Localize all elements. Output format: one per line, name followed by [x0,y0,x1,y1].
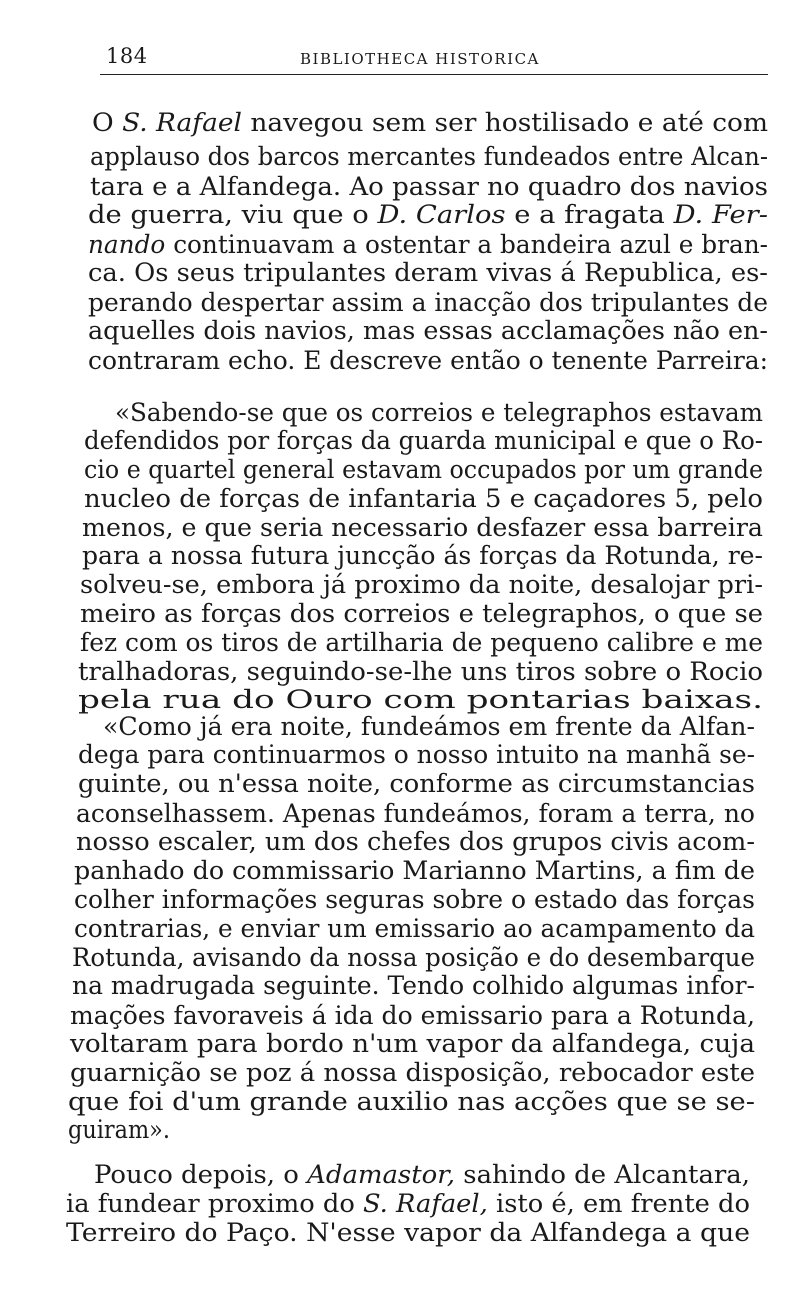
text-line [92,108,768,138]
text-line [84,455,763,485]
text-run: perando despertar assim a inacção dos tripulantes de [88,288,768,318]
text-line [115,398,763,428]
text-run: isto é, em frente do [487,1189,750,1219]
text-line [88,316,768,346]
text-line [70,1058,755,1088]
text-line [76,827,755,857]
italic-title: nando [88,230,166,260]
text-run: ca. Os seus tripulantes deram vivas á Republica, es- [88,258,768,288]
text-run: nucleo de forças de infantaria 5 e caçadores 5, pelo [84,484,763,514]
text-run: tralhadoras, seguindo-se-lhe uns tiros sobre o Rocio [78,657,763,687]
running-header [100,44,768,75]
text-run: contraram echo. E descreve então o tenente Parreira: [88,346,768,376]
text-run: «Sabendo-se que os correios e telegraphos estavam [115,398,763,428]
text-run: navegou sem ser hostilisado e até com [241,108,768,138]
text-line [90,142,768,172]
page-number: 184 [106,44,148,68]
text-line [68,1115,170,1145]
text-run: cio e quartel general estavam occupados por um grande [84,455,763,485]
text-line [74,885,755,915]
text-run: voltaram para bordo n'um vapor da alfandega, cuja [70,1029,755,1059]
text-line [78,657,763,687]
text-run: contrarias, e enviar um emissario ao acampamento da [74,914,755,944]
text-line [84,484,763,514]
text-run: aquelles dois navios, mas essas acclamações não en- [88,316,768,346]
text-line [80,628,763,658]
text-line [103,712,755,742]
text-line [88,288,768,318]
text-run: nosso escaler, um dos chefes dos grupos civis acom- [76,827,755,857]
text-line [82,513,763,543]
text-run: «Como já era noite, fundeámos em frente da Alfan- [103,712,755,742]
text-line [70,1029,755,1059]
text-line [88,346,768,376]
text-run: defendidos por forças da guarda municipal e que o Ro- [84,426,763,456]
text-line [72,971,755,1001]
text-run: panhado do commissario Marianno Martins, a fim de [74,856,755,886]
text-line [88,200,768,230]
italic-title: D. Fer- [673,200,768,230]
text-run: para a nossa futura juncção ás forças da Rotunda, re- [82,541,763,571]
text-run: continuavam a ostentar a bandeira azul e bran- [165,230,769,260]
text-line [72,943,755,973]
text-line [78,685,763,715]
text-line [94,1160,750,1190]
text-run: que foi d'um grande auxilio nas acções que se se- [68,1087,755,1117]
text-run: dega para continuarmos o nosso intuito na manhã se- [78,740,755,770]
text-run: guinte, ou n'essa noite, conforme as circumstancias [78,769,756,799]
text-line [74,914,755,944]
text-line [76,799,755,829]
text-run: ia fundear proximo do [66,1189,363,1219]
text-line [82,541,763,571]
text-line [70,1001,755,1031]
italic-title: S. Rafael, [362,1189,488,1219]
text-run: fez com os tiros de artilharia de pequeno calibre e me [80,628,763,658]
text-run: applauso dos barcos mercantes fundeados entre Alcan- [90,142,768,172]
italic-title: Adamastor, [307,1160,456,1190]
text-run: e a fragata [505,200,674,230]
text-line [90,172,768,202]
text-run: na madrugada seguinte. Tendo colhido algumas infor- [72,971,755,1001]
text-run: de guerra, viu que o [88,200,378,230]
text-run: Pouco depois, o [94,1160,308,1190]
text-line [88,230,768,260]
text-run: Rotunda, avisando da nossa posição e do desembarque [72,943,755,973]
text-run: aconselhassem. Apenas fundeámos, foram a terra, no [76,799,755,829]
text-run: guiram». [68,1115,170,1145]
text-run: O [92,108,123,138]
text-line [84,426,763,456]
text-run: mações favoraveis á ida do emissario para a Rotunda, [70,1001,755,1031]
running-title: BIBLIOTHECA HISTORICA [300,50,540,68]
text-line [78,740,755,770]
text-line [74,856,755,886]
italic-title: S. Rafael [122,108,242,138]
text-line [80,570,763,600]
text-line [80,599,763,629]
text-run: solveu-se, embora já proximo da noite, desalojar pri- [80,570,764,600]
text-line [68,1087,755,1117]
text-run: guarnição se poz á nossa disposição, rebocador este [70,1058,755,1088]
text-run: meiro as forças dos correios e telegraphos, o que se [80,599,763,629]
text-line [78,769,755,799]
text-line [88,258,768,288]
text-line [66,1189,750,1219]
text-run: colher informações seguras sobre o estado das forças [74,885,755,915]
italic-title: D. Carlos [377,200,506,230]
text-run: Terreiro do Paço. N'esse vapor da Alfandega a que [66,1218,750,1248]
text-run: menos, e que seria necessario desfazer essa barreira [82,513,763,543]
text-run: sahindo de Alcantara, [455,1160,750,1190]
text-run: tara e a Alfandega. Ao passar no quadro dos navios [90,172,768,202]
text-run: pela rua do Ouro com pontarias baixas. [78,685,763,715]
text-line [66,1218,750,1248]
